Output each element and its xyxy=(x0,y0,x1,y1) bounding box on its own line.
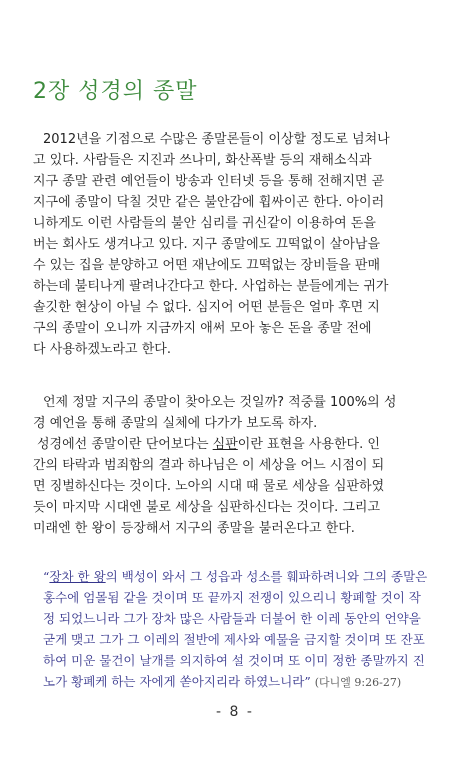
text-line: 니하게도 이런 사람들의 불안 심리를 귀신같이 이용하여 돈을 xyxy=(33,216,376,231)
text-line: 2012년을 기점으로 수많은 종말론들이 이상할 정도로 넘쳐나 xyxy=(43,132,390,147)
paragraph-2 xyxy=(33,392,445,434)
text-line: 미래엔 한 왕이 등장해서 지구의 종말을 불러온다고 한다. xyxy=(33,521,355,536)
chapter-title: 2장 성경의 종말 xyxy=(33,79,198,104)
paragraph-1 xyxy=(33,129,445,360)
open-quote-mark: “ xyxy=(43,569,50,584)
text-line: 지구 종말 관련 예언들이 방송과 인터넷 등을 통해 전해지면 곧 xyxy=(33,174,385,189)
text-line xyxy=(33,434,445,455)
text-fragment: 의 백성이 와서 그 성읍과 성소를 훼파하려니와 그의 종말은 xyxy=(105,569,428,584)
text-line: 솔깃한 현상이 아닐 수 없다. 심지어 어떤 분들은 얼마 후면 지 xyxy=(33,300,380,315)
text-fragment: 노가 황폐케 하는 자에게 쏟아지리라 하였느니라” xyxy=(43,674,311,689)
text-line: 경 예언을 통해 종말의 실체에 다가가 보도록 하자. xyxy=(33,416,318,431)
text-line: 면 징벌하신다는 것이다. 노아의 시대 때 물로 세상을 심판하였 xyxy=(33,479,385,494)
text-line: 하는데 불티나게 팔려나간다고 한다. 사업하는 분들에게는 귀가 xyxy=(33,279,389,294)
quote-line: 굳게 맺고 그가 그 이레의 절반에 제사와 예물을 금지할 것이며 또 잔포 xyxy=(43,632,425,647)
text-line: 구의 종말이 오니까 지금까지 애써 모아 놓은 돈을 종말 전에 xyxy=(33,321,372,336)
text-line: 지구에 종말이 닥칠 것만 같은 불안감에 휩싸이곤 한다. 아이러 xyxy=(33,195,385,210)
text-fragment: 이란 표현을 사용한다. 인 xyxy=(237,437,380,452)
quote-line xyxy=(43,566,447,587)
scripture-quote xyxy=(43,566,447,693)
quote-line: 홍수에 엄몰됨 같을 것이며 또 끝까지 전쟁이 있으리니 황폐할 것이 작 xyxy=(43,590,421,605)
text-line: 다 사용하겠노라고 한다. xyxy=(33,342,171,357)
text-line: 언제 정말 지구의 종말이 찾아오는 것일까? 적중률 100%의 성 xyxy=(43,395,397,410)
text-line: 듯이 마지막 시대엔 불로 세상을 심판하신다는 것이다. 그리고 xyxy=(33,500,381,515)
quote-line: 하여 미운 물건이 날개를 의지하여 설 것이며 또 이미 정한 종말까지 진 xyxy=(43,653,425,668)
paragraph-3 xyxy=(33,434,445,539)
text-line: 간의 타락과 범죄함의 결과 하나님은 이 세상을 어느 시점이 되 xyxy=(33,458,385,473)
underlined-phrase: 장차 한 왕 xyxy=(49,569,106,584)
page-number: - 8 - xyxy=(216,704,254,720)
text-fragment: 성경에선 종말이란 단어보다는 xyxy=(37,437,213,452)
quote-line xyxy=(43,671,447,693)
text-line: 수 있는 집을 분양하고 어떤 재난에도 끄떡없는 장비들을 판매 xyxy=(33,258,381,273)
text-line: 버는 회사도 생겨나고 있다. 지구 종말에도 끄떡없이 살아남을 xyxy=(33,237,381,252)
text-line: 고 있다. 사람들은 지진과 쓰나미, 화산폭발 등의 재해소식과 xyxy=(33,153,372,168)
underlined-term: 심판 xyxy=(212,437,238,452)
quote-line: 정 되었느니라 그가 장차 많은 사람들과 더불어 한 이레 동안의 언약을 xyxy=(43,611,421,626)
scripture-reference: (다니엘 9:26-27) xyxy=(314,676,402,689)
